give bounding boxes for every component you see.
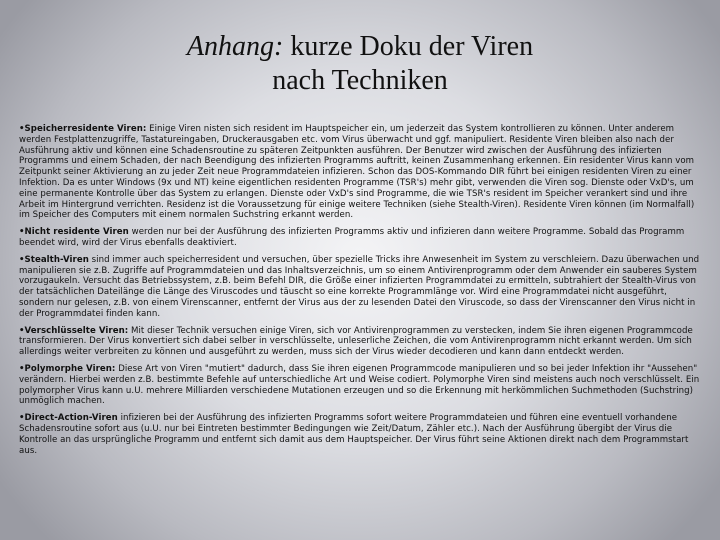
section-term: •Stealth-Viren <box>19 254 89 265</box>
section-term: •Direct-Action-Viren <box>19 413 118 424</box>
slide-title <box>0 30 720 98</box>
section-text: sind immer auch speicherresident und versuchen, über spezielle Tricks ihre Anwesenheit im System zu verschleiern. Dazu überwachen und manipulieren sie z.B. Zugriffe auf Programmdateien und das Inhaltsverzeichnis, um so einem Antivirenprogramm oder dem Anwender ein sauberes System vorzugaukeln. Versucht das Betriebssystem, z.B. beim Befehl DIR, die Größe einer infizierten Programmdatei zu ermitteln, subtrahiert der Stealth-Virus von der tatsächlichen Dateilänge die Länge des Viruscodes und täuscht so eine korrekte Programmlänge vor. Wird eine Programmdatei nicht ausgeführt, sondern nur gelesen, z.B. von einem Virenscanner, entfernt der Virus aus der zu lesenden Datei den Viruscode, so dass der Virenscanner den Virus nicht in der Programmdatei finden kann. <box>19 254 700 319</box>
virus-technique-list <box>19 124 703 462</box>
section-text: infizieren bei der Ausführung des infizierten Programms sofort weitere Programmdateien und führen eine eventuell vorhandene Schadensroutine sofort aus (u.U. nur bei Eintreten bestimmter Bedingungen wie Zeit/Datum, Zähler etc.). Nach der Ausführung übergibt der Virus die Kontrolle an das ursprüngliche Programm und entfernt sich damit aus dem Hauptspeicher. Der Virus führt seine Aktionen direkt nach dem Programmstart aus. <box>19 413 689 456</box>
section-text: werden nur bei der Ausführung des infizierten Programms aktiv und infizieren dann weitere Programme. Sobald das Programm beendet wird, wird der Virus ebenfalls deaktiviert. <box>19 227 685 248</box>
section-term: •Polymorphe Viren: <box>19 363 116 374</box>
section-speicherresident <box>19 124 703 221</box>
section-text: Einige Viren nisten sich resident im Hauptspeicher ein, um jederzeit das System kontrollieren zu können. Unter anderem werden Festplattenzugriffe, Tastatureingaben, Druckerausgaben etc. vom Virus überwacht und ggf. manipuliert. Residente Viren bleiben also nach der Ausführung aktiv und können eine Schadensroutine zu späteren Zeitpunkten ausführen. Der Benutzer wird zwischen der Ausführung des infizierten Programms und einem Schaden, der nach Beendigung des infizierten Programms auftritt, keinen Zusammenhang erkennen. Ein residenter Virus kann vom Zeitpunkt seiner Aktivierung an zu jeder Zeit neue Programmdateien infizieren. Schon das DOS-Kommando DIR führt bei einigen residenten Viren zu einer Infektion. Da es unter Windows (9x und NT) keine eigentlichen residenten Programme (TSR's) mehr gibt, verwenden die Viren sog. Dienste oder VxD's, um eine permanente Kontrolle über das System zu erlangen. Dienste oder VxD's sind Programme, die wie TSR's resident im Speicher verankert sind und ihre Arbeit im Hintergrund verrichten. Residenz ist die Voraussetzung für einige weitere Techniken (siehe Stealth-Viren). Residente Viren können (im Normalfall) im Speicher des Computers mit einem normalen Suchstring erkannt werden. <box>19 124 695 221</box>
section-term: •Verschlüsselte Viren: <box>19 325 129 336</box>
title-line-2: nach Techniken <box>272 65 448 96</box>
section-text: Mit dieser Technik versuchen einige Viren, sich vor Antivirenprogrammen zu verstecken, indem Sie ihren eigenen Programmcode transformieren. Der Virus konvertiert sich dabei selber in verschlüsselte, unleserliche Zeichen, die vom Antivirenprogramm nicht erkannt werden. Um sich allerdings weiter verbreiten zu können und ausgeführt zu werden, muss sich der Virus wieder decodieren und kann dann entdeckt werden. <box>19 325 693 358</box>
section-direct-action <box>19 413 703 456</box>
title-italic: Anhang: <box>186 31 284 62</box>
title-line-1-rest: kurze Doku der Viren <box>283 31 534 62</box>
section-term: •Speicherresidente Viren: <box>19 124 147 134</box>
title-line-1 <box>0 30 720 64</box>
section-stealth <box>19 255 703 320</box>
section-polymorph <box>19 364 703 407</box>
section-nicht-resident <box>19 227 703 249</box>
section-text: Diese Art von Viren "mutiert" dadurch, dass Sie ihren eigenen Programmcode manipulieren und so bei jeder Infektion ihr "Aussehen" verändern. Hierbei werden z.B. bestimmte Befehle auf unterschiedliche Art und Weise codiert. Polymorphe Viren sind meistens auch noch verschlüsselt. Ein polymorpher Virus kann u.U. mehrere Milliarden verschiedene Mutationen erzeugen und so die Erkennung mit herkömmlichen Suchmethoden (Suchstring) unmöglich machen. <box>19 363 700 407</box>
section-term: •Nicht residente Viren <box>19 227 129 238</box>
section-verschluesselt <box>19 326 703 358</box>
